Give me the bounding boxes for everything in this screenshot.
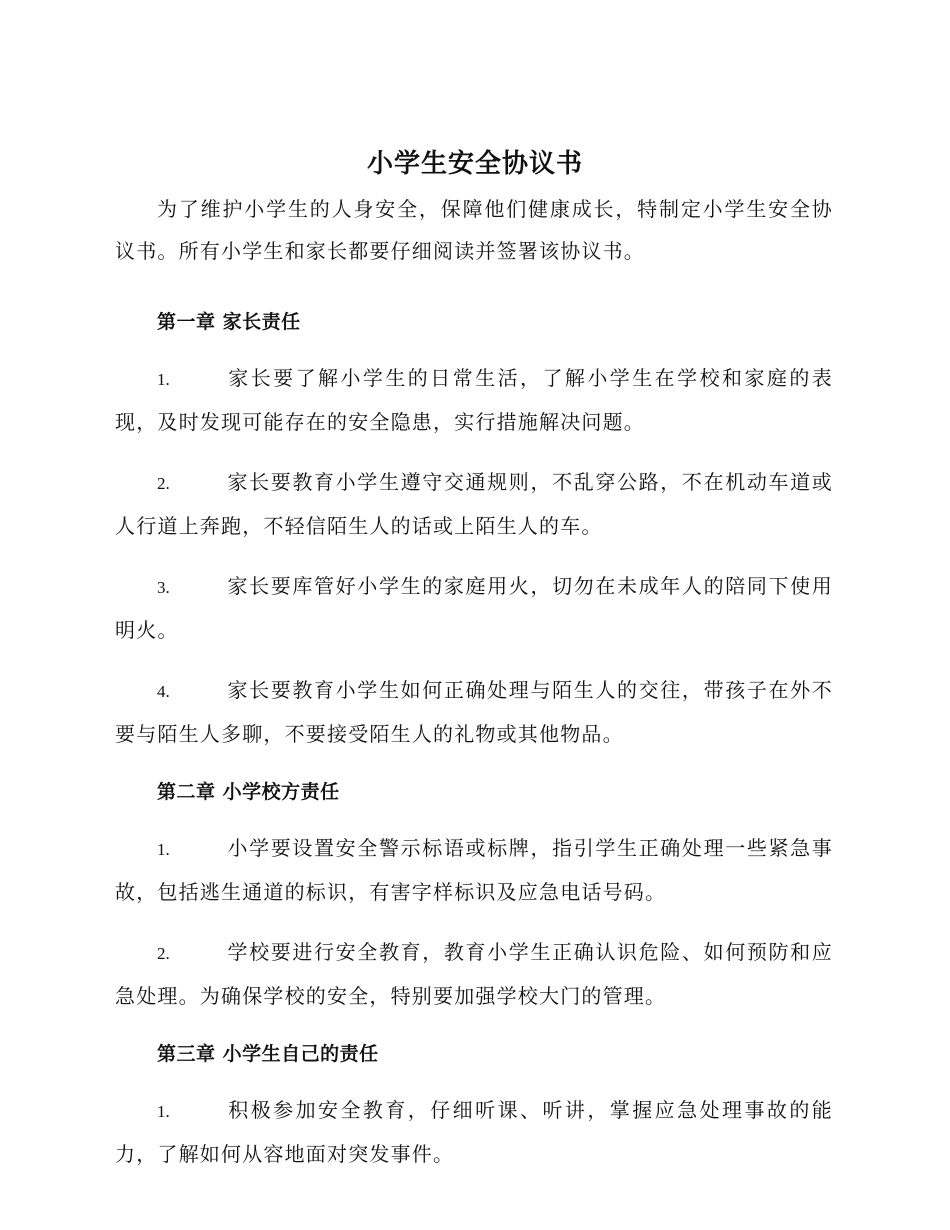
chapter-heading: 第一章 家长责任 <box>157 311 301 333</box>
item-number: 4. <box>157 682 170 701</box>
item-number: 2. <box>157 474 170 493</box>
item-text: 学校要进行安全教育，教育小学生正确认识危险、如何预防和应急处理。为确保学校的安全，特别要加强学校大门的管理。 <box>115 940 833 1008</box>
item-number: 2. <box>157 944 170 963</box>
item-text: 家长要库管好小学生的家庭用火，切勿在未成年人的陪同下使用明火。 <box>115 574 833 642</box>
item-text: 家长要教育小学生如何正确处理与陌生人的交往，带孩子在外不要与陌生人多聊，不要接受陌生人的礼物或其他物品。 <box>115 678 833 746</box>
item-number: 3. <box>157 578 170 597</box>
page-title: 小学生安全协议书 <box>366 149 583 179</box>
item-number: 1. <box>157 370 170 389</box>
item-text: 家长要教育小学生遵守交通规则，不乱穿公路，不在机动车道或人行道上奔跑，不轻信陌生人的话或上陌生人的车。 <box>115 470 833 538</box>
chapter-1 <box>115 307 833 755</box>
item-text: 家长要了解小学生的日常生活，了解小学生在学校和家庭的表现，及时发现可能存在的安全隐患，实行措施解决问题。 <box>115 366 833 434</box>
list-item <box>115 565 833 651</box>
item-text: 积极参加安全教育，仔细听课、听讲，掌握应急处理事故的能力，了解如何从容地面对突发事件。 <box>115 1098 833 1166</box>
list-item <box>115 461 833 547</box>
list-item <box>115 827 833 913</box>
chapter-3 <box>115 1039 833 1175</box>
document-body <box>115 188 833 1193</box>
list-item <box>115 357 833 443</box>
list-item <box>115 1089 833 1175</box>
list-item <box>115 931 833 1017</box>
chapter-heading: 第二章 小学校方责任 <box>157 781 340 803</box>
chapter-heading: 第三章 小学生自己的责任 <box>157 1043 379 1065</box>
chapter-2 <box>115 777 833 1017</box>
list-item <box>115 669 833 755</box>
item-text: 小学要设置安全警示标语或标牌，指引学生正确处理一些紧急事故，包括逃生通道的标识，有害字样标识及应急电话号码。 <box>115 836 833 904</box>
intro-paragraph: 为了维护小学生的人身安全，保障他们健康成长，特制定小学生安全协议书。所有小学生和家长都要仔细阅读并签署该协议书。 <box>115 197 833 263</box>
item-number: 1. <box>157 1102 170 1121</box>
item-number: 1. <box>157 840 170 859</box>
